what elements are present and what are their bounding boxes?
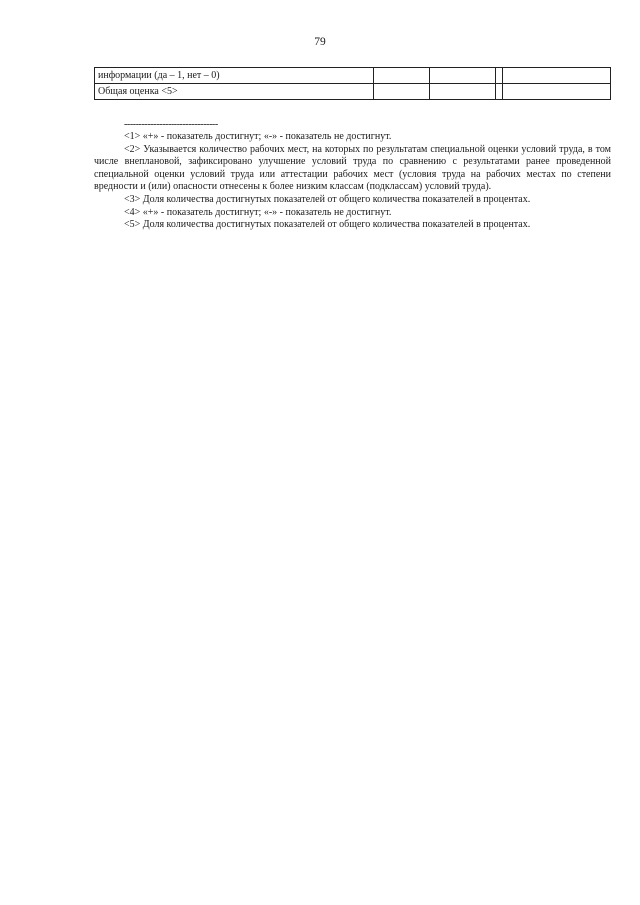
evaluation-table [94, 67, 611, 100]
footnotes [94, 119, 611, 232]
table-row [95, 68, 611, 84]
page-number: 79 [314, 36, 326, 48]
table-cell [495, 68, 502, 84]
table-cell [502, 68, 610, 84]
table-cell-label: Общая оценка <5> [95, 84, 374, 100]
footnote-5: <5> Доля количества достигнутых показателей от общего количества показателей в процентах. [124, 219, 531, 231]
footnote-3: <3> Доля количества достигнутых показателей от общего количества показателей в процентах. [124, 193, 531, 205]
table-cell [495, 84, 502, 100]
table-row [95, 84, 611, 100]
footnote-4: <4> «+» - показатель достигнут; «-» - показатель не достигнут. [124, 206, 392, 218]
table-cell [374, 84, 430, 100]
table-cell [430, 84, 496, 100]
table-cell [374, 68, 430, 84]
footnote-1: <1> «+» - показатель достигнут; «-» - показатель не достигнут. [124, 131, 392, 142]
table-cell-label: информации (да – 1, нет – 0) [95, 68, 374, 84]
table-cell [430, 68, 496, 84]
footnote-2: <2> Указывается количество рабочих мест, на которых по результатам специальной оценки условий труда, в том числе внеплановой, зафиксировано улучшение условий труда по сравнению с результатами ранее проведенной специальной оценки условий труда или аттестации рабочих мест (условия труда на рабочих местах по степени вредности и (или) опасности отнесены к более низким классам (подклассам) условий труда). [94, 143, 611, 193]
footnote-separator: -------------------------------- [124, 119, 218, 130]
table-cell [502, 84, 610, 100]
